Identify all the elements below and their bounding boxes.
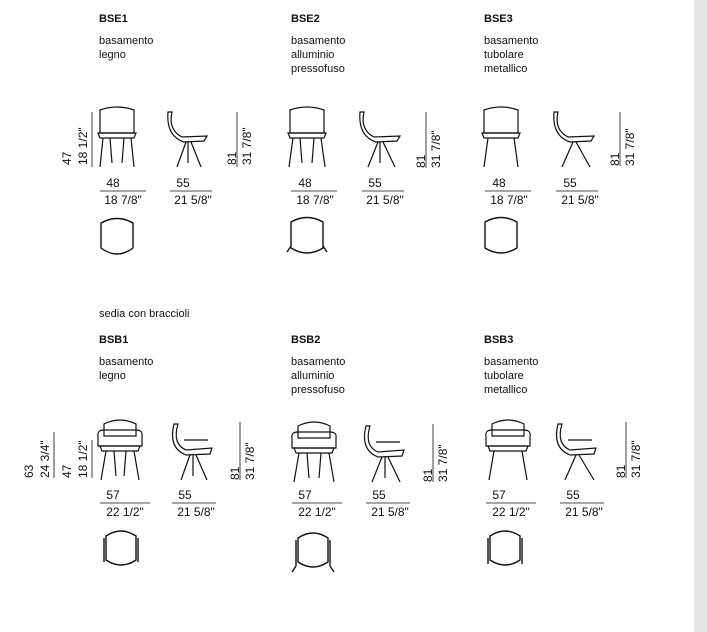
width-cm: 48	[298, 176, 312, 190]
seat-height-cm: 47	[60, 151, 74, 165]
depth-cm: 55	[372, 488, 386, 502]
depth-cm: 55	[368, 176, 382, 190]
page-edge	[694, 0, 707, 632]
total-height-in: 31 7/8"	[243, 442, 257, 480]
model-desc-line: basamento	[99, 356, 154, 368]
total-height-cm: 81	[614, 464, 628, 478]
depth-cm: 55	[566, 488, 580, 502]
depth-in: 21 5/8"	[366, 193, 404, 207]
model-desc-line: legno	[99, 49, 126, 61]
seat-height-in: 18 1/2"	[76, 127, 90, 165]
model-desc-line: alluminio	[291, 49, 335, 61]
width-cm: 57	[106, 488, 120, 502]
depth-in: 21 5/8"	[561, 193, 599, 207]
dimension-line	[0, 0, 1, 1]
model-code: BSB3	[484, 334, 514, 346]
total-height-in: 31 7/8"	[429, 130, 443, 168]
armrest-height-cm: 63	[22, 464, 36, 478]
depth-in: 21 5/8"	[565, 505, 603, 519]
depth-cm: 55	[176, 176, 190, 190]
depth-in: 21 5/8"	[177, 505, 215, 519]
model-code: BSB1	[99, 334, 129, 346]
total-height-cm: 81	[608, 152, 622, 166]
total-height-cm: 81	[414, 154, 428, 168]
total-height-in: 31 7/8"	[629, 440, 643, 478]
width-cm: 48	[106, 176, 120, 190]
model-desc-line: pressofuso	[291, 63, 345, 75]
model-desc-line: tubolare	[484, 370, 524, 382]
width-in: 18 7/8"	[296, 193, 334, 207]
total-height-in: 31 7/8"	[623, 128, 637, 166]
model-desc-line: alluminio	[291, 370, 335, 382]
model-code: BSB2	[291, 334, 321, 346]
width-cm: 57	[492, 488, 506, 502]
width-in: 22 1/2"	[492, 505, 530, 519]
seat-height-in: 18 1/2"	[76, 440, 90, 478]
model-desc-line: metallico	[484, 384, 528, 396]
total-height-cm: 81	[228, 466, 242, 480]
armrest-height-in: 24 3/4"	[38, 440, 52, 478]
width-cm: 57	[298, 488, 312, 502]
width-in: 18 7/8"	[490, 193, 528, 207]
width-cm: 48	[492, 176, 506, 190]
width-in: 22 1/2"	[298, 505, 336, 519]
total-height-in: 31 7/8"	[240, 127, 254, 165]
model-desc-line: legno	[99, 370, 126, 382]
model-code: BSE1	[99, 13, 128, 25]
width-in: 18 7/8"	[104, 193, 142, 207]
model-desc-line: pressofuso	[291, 384, 345, 396]
total-height-in: 31 7/8"	[436, 444, 450, 482]
model-desc-line: basamento	[484, 356, 539, 368]
model-desc-line: basamento	[291, 356, 346, 368]
model-desc-line: basamento	[291, 35, 346, 47]
total-height-cm: 81	[225, 151, 239, 165]
width-in: 22 1/2"	[106, 505, 144, 519]
depth-in: 21 5/8"	[174, 193, 212, 207]
model-desc-line: basamento	[484, 35, 539, 47]
section-title: sedia con braccioli	[99, 308, 190, 320]
model-code: BSE2	[291, 13, 320, 25]
total-height-cm: 81	[421, 468, 435, 482]
seat-height-cm: 47	[60, 464, 74, 478]
depth-in: 21 5/8"	[371, 505, 409, 519]
model-desc-line: basamento	[99, 35, 154, 47]
depth-cm: 55	[563, 176, 577, 190]
model-code: BSE3	[484, 13, 513, 25]
model-desc-line: metallico	[484, 63, 528, 75]
model-desc-line: tubolare	[484, 49, 524, 61]
depth-cm: 55	[178, 488, 192, 502]
